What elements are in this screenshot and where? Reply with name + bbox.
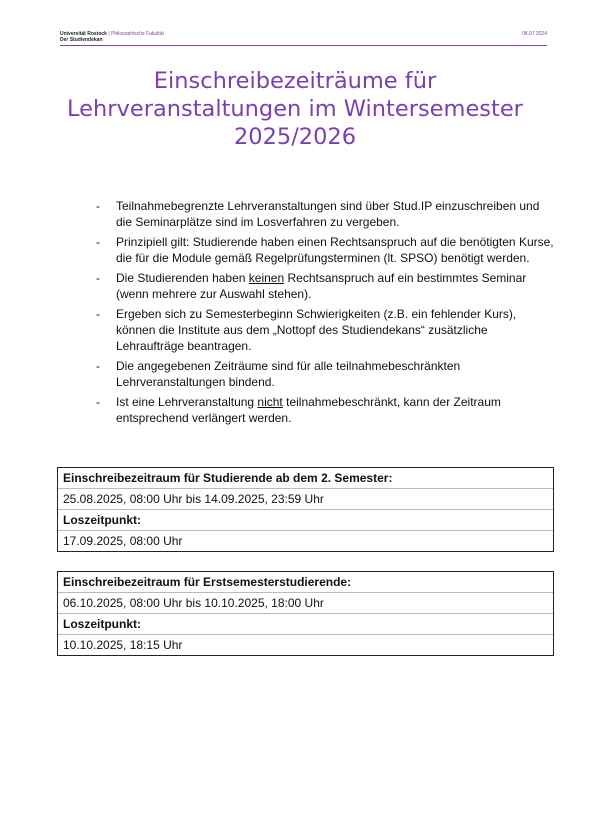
page-header — [60, 31, 547, 43]
lottery-time: 10.10.2025, 18:15 Uhr — [63, 638, 183, 652]
bullet-marker: - — [96, 307, 100, 321]
title-line-2: Lehrveranstaltungen im Wintersemester — [67, 96, 523, 122]
bullet-item — [96, 306, 556, 354]
bullet-text: Die angegebenen Zeiträume sind für alle teilnahmebeschränkten Lehrveranstaltungen bindend. — [116, 359, 461, 389]
lottery-label: Loszeitpunkt: — [58, 510, 553, 531]
header-separator: | — [108, 31, 110, 37]
bullet-text-before: Ist eine Lehrveranstaltung — [116, 395, 258, 409]
title-line-3: 2025/2026 — [233, 124, 357, 150]
bullet-text-before: Die Studierenden haben — [116, 271, 249, 285]
bullet-item — [96, 358, 556, 390]
bullet-marker: - — [96, 235, 100, 249]
box-heading: Einschreibezeitraum für Studierende ab dem 2. Semester: — [58, 468, 553, 489]
page-title — [40, 67, 550, 151]
dean-label: Der Studiendekan — [60, 37, 103, 43]
header-divider — [60, 45, 547, 46]
bullet-marker: - — [96, 271, 100, 285]
bullet-item — [96, 394, 556, 426]
bullet-item — [96, 270, 556, 302]
enrollment-period: 06.10.2025, 08:00 Uhr bis 10.10.2025, 18:00 Uhr — [58, 593, 553, 614]
bullet-marker: - — [96, 359, 100, 373]
lottery-label: Loszeitpunkt: — [58, 614, 553, 635]
bullet-item — [96, 234, 556, 266]
enrollment-period: 25.08.2025, 08:00 Uhr bis 14.09.2025, 23:59 Uhr — [58, 489, 553, 510]
info-bullet-list — [96, 198, 556, 430]
enrollment-box-continuing-students — [57, 467, 554, 552]
bullet-text-after: Rechtsanspruch auf ein bestimmtes Seminar (wenn mehrere zur Auswahl stehen). — [116, 271, 527, 301]
title-line-1: Einschreibezeiträume für — [153, 68, 437, 94]
bullet-marker: - — [96, 395, 100, 409]
faculty-name: Philosophische Fakultät — [111, 31, 164, 37]
header-date: 08.07.2024 — [521, 31, 547, 37]
bullet-emphasis: keinen — [248, 271, 285, 285]
bullet-text: Teilnahmebegrenzte Lehrveranstaltungen sind über Stud.IP einzuschreiben und die Seminarplätze sind im Losverfahren zu vergeben. — [116, 199, 540, 229]
university-name: Universität Rostock — [60, 31, 107, 37]
bullet-text: Prinzipiell gilt: Studierende haben einen Rechtsanspruch auf die benötigten Kurse, die für die Module gemäß Regelprüfungsterminen (lt. SPSO) benötigt werden. — [116, 235, 554, 265]
bullet-marker: - — [96, 199, 100, 213]
bullet-item — [96, 198, 556, 230]
bullet-text: Ergeben sich zu Semesterbeginn Schwierigkeiten (z.B. ein fehlender Kurs), können die Institute aus dem „Nottopf des Studiendekans“ zusätzliche Lehraufträge beantragen. — [116, 307, 517, 353]
enrollment-box-first-semester — [57, 571, 554, 656]
bullet-emphasis: nicht — [257, 395, 283, 409]
lottery-time: 17.09.2025, 08:00 Uhr — [63, 534, 183, 548]
box-heading: Einschreibezeitraum für Erstsemesterstudierende: — [58, 572, 553, 593]
bullet-text-after: teilnahmebeschränkt, kann der Zeitraum entsprechend verlängert werden. — [116, 395, 501, 425]
